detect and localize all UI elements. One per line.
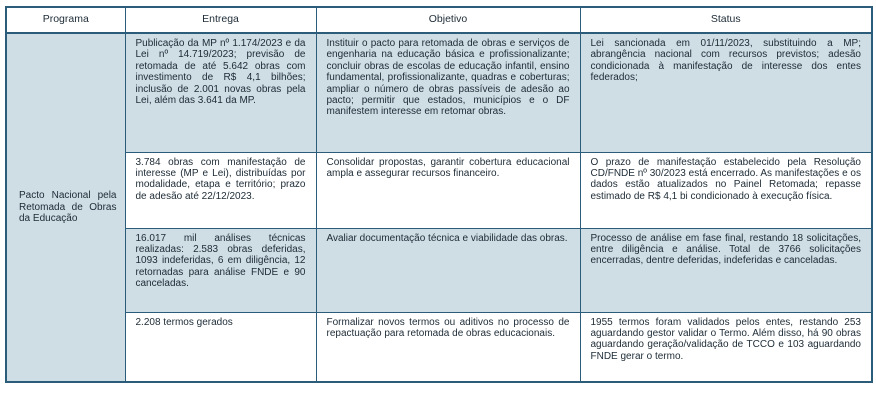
table-row [6,312,872,382]
header-row [6,7,872,33]
entrega-cell: Publicação da MP nº 1.174/2023 e da Lei nº 14.719/2023; previsão de retomada de até 5.642 obras com investimento de R$ 4,1 bilhões; inclusão de 2.001 novas obras pela Lei, além das 3.641 da MP. [125,33,316,152]
header-entrega: Entrega [125,7,316,33]
table-row [6,228,872,312]
status-cell: 1955 termos foram validados pelos entes, restando 253 aguardando gestor validar o Termo. Além disso, há 90 obras aguardando geração/validação de TCCO e 103 aguardando FNDE gerar o termo. [580,312,872,382]
status-cell: Processo de análise em fase final, restando 18 solicitações, entre diligência e análise. Total de 3766 solicitações encerradas, dentre deferidas, indeferidas e canceladas. [580,228,872,312]
table-row [6,33,872,152]
entrega-cell: 2.208 termos gerados [125,312,316,382]
pacto-retomada-table [5,6,873,383]
table-row [6,152,872,228]
entrega-cell: 16.017 mil análises técnicas realizadas: 2.583 obras deferidas, 1093 indeferidas, 6 em diligência, 12 retornadas para análise FNDE e 90 canceladas. [125,228,316,312]
status-cell: O prazo de manifestação estabelecido pela Resolução CD/FNDE nº 30/2023 está encerrado. As manifestações e os dados estão atualizados no Painel Retomada; repasse estimado de R$ 4,1 bi condicionado à execução física. [580,152,872,228]
status-cell: Lei sancionada em 01/11/2023, substituindo a MP; abrangência nacional com recursos previstos; adesão condicionada à manifestação de interesse dos entes federados; [580,33,872,152]
header-objetivo: Objetivo [316,7,580,33]
entrega-cell: 3.784 obras com manifestação de interesse (MP e Lei), distribuídas por modalidade, etapa e território; prazo de adesão até 22/12/2023. [125,152,316,228]
header-programa: Programa [6,7,125,33]
objetivo-cell: Instituir o pacto para retomada de obras e serviços de engenharia na educação básica e profissionalizante; concluir obras de escolas de educação infantil, ensino fundamental, profissionalizante, quadras e coberturas; ampliar o número de obras passíveis de adesão ao pacto; permitir que estados, municípios e o DF manifestem interesse em retomar obras. [316,33,580,152]
table-container [5,6,871,383]
objetivo-cell: Formalizar novos termos ou aditivos no processo de repactuação para retomada de obras educacionais. [316,312,580,382]
objetivo-cell: Consolidar propostas, garantir cobertura educacional ampla e assegurar recursos financeiro. [316,152,580,228]
objetivo-cell: Avaliar documentação técnica e viabilidade das obras. [316,228,580,312]
programa-cell: Pacto Nacional pela Retomada de Obras da Educação [6,33,125,382]
header-status: Status [580,7,872,33]
